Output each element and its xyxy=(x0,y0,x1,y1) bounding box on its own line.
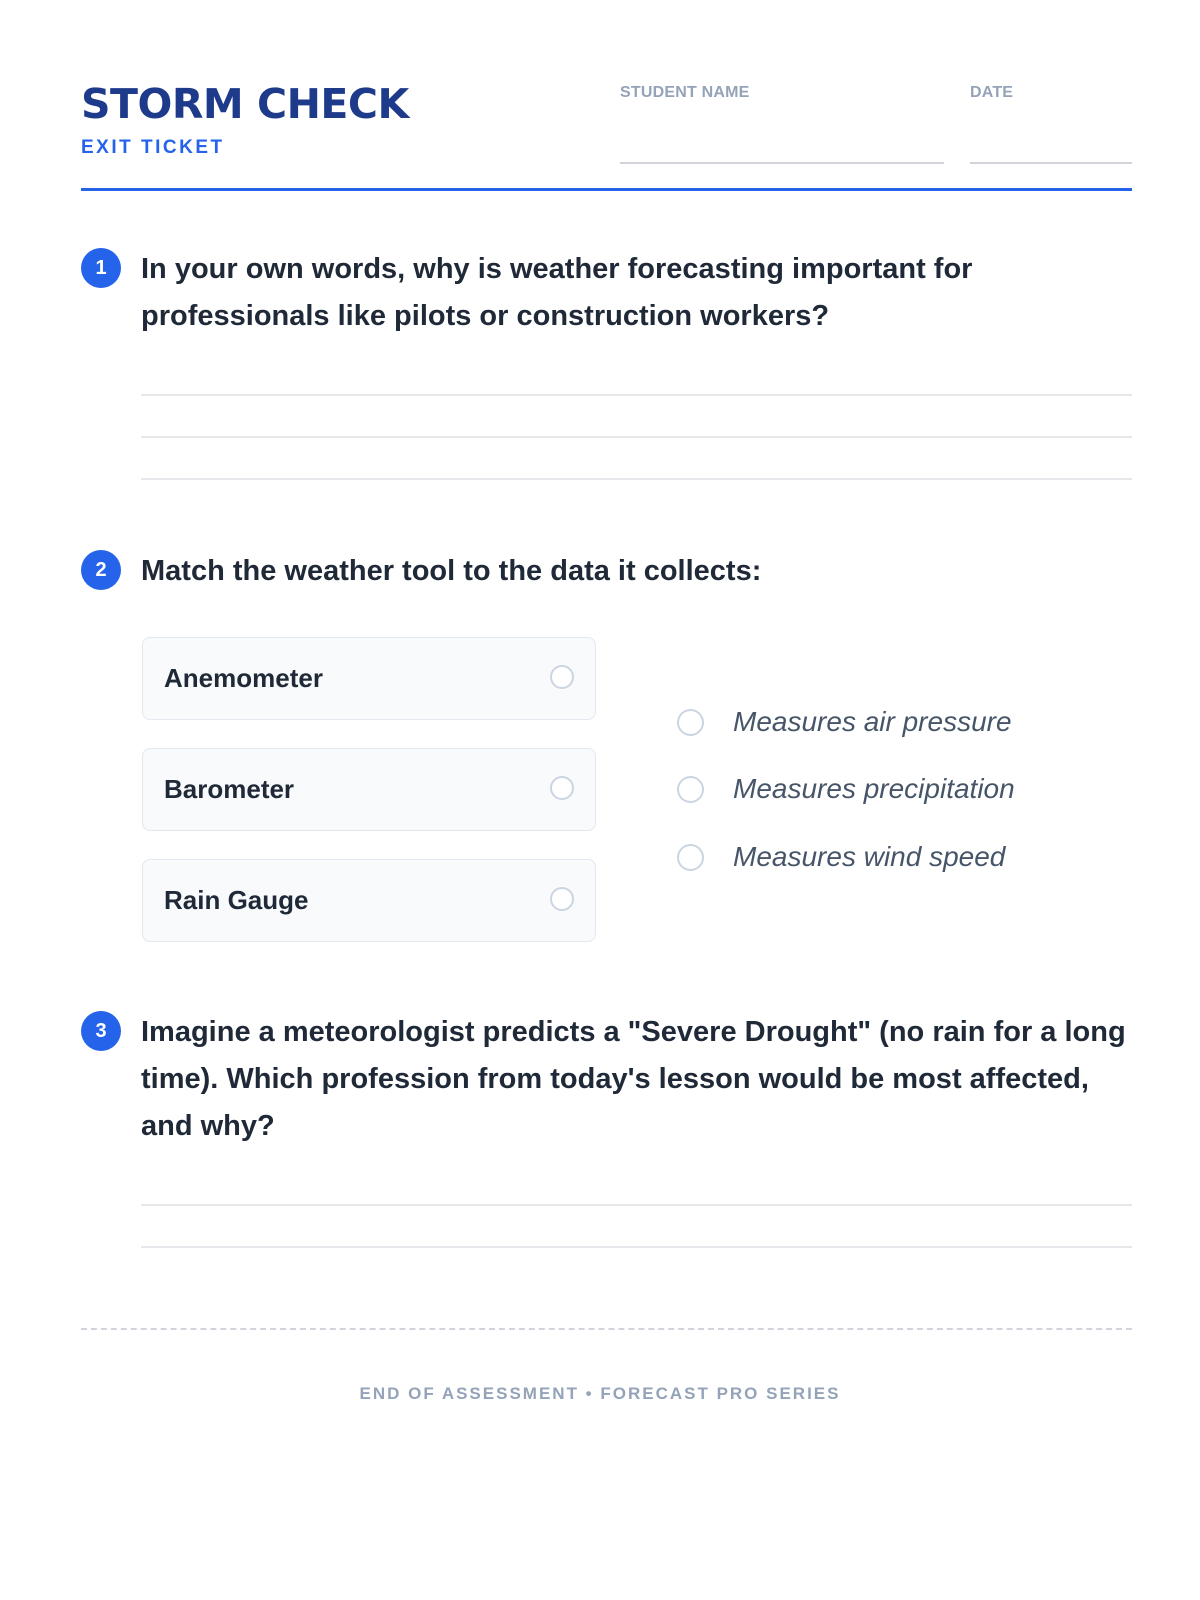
student-name-line[interactable] xyxy=(620,162,944,164)
question-1-text: In your own words, why is weather forecasting important for professionals like pilots or construction workers? xyxy=(141,253,973,332)
question-number-badge: 1 xyxy=(81,248,121,288)
page-title: STORM CHECK xyxy=(81,80,409,128)
radio-circle-icon[interactable] xyxy=(677,776,704,803)
radio-circle-icon[interactable] xyxy=(550,776,574,800)
page-subtitle: EXIT TICKET xyxy=(81,137,225,158)
radio-circle-icon[interactable] xyxy=(677,844,704,871)
question-2-text: Match the weather tool to the data it collects: xyxy=(141,555,762,587)
definition-label: Measures wind speed xyxy=(733,841,1006,872)
definition-label: Measures air pressure xyxy=(733,706,1012,737)
answer-line[interactable] xyxy=(141,436,1132,438)
match-tool-barometer[interactable] xyxy=(142,748,596,831)
divider xyxy=(81,1328,1132,1330)
question-number-badge: 3 xyxy=(81,1011,121,1051)
radio-circle-icon[interactable] xyxy=(677,709,704,736)
footer-text: END OF ASSESSMENT • FORECAST PRO SERIES xyxy=(359,1384,841,1403)
tool-label: Rain Gauge xyxy=(164,885,309,915)
date-field[interactable] xyxy=(970,84,1132,102)
match-tool-rain-gauge[interactable] xyxy=(142,859,596,942)
answer-line[interactable] xyxy=(141,1204,1132,1206)
student-name-label: STUDENT NAME xyxy=(620,84,750,101)
question-3-text: Imagine a meteorologist predicts a "Severe Drought" (no rain for a long time). Which profession from today's lesson would be most affected, and why? xyxy=(141,1016,1126,1142)
date-line[interactable] xyxy=(970,162,1132,164)
tool-label: Anemometer xyxy=(164,663,323,693)
question-number-badge: 2 xyxy=(81,550,121,590)
student-name-field[interactable] xyxy=(620,84,944,102)
match-tool-anemometer[interactable] xyxy=(142,637,596,720)
tool-label: Barometer xyxy=(164,774,295,804)
header xyxy=(81,70,1132,191)
answer-line[interactable] xyxy=(141,478,1132,480)
radio-circle-icon[interactable] xyxy=(550,665,574,689)
definition-label: Measures precipitation xyxy=(733,773,1015,804)
radio-circle-icon[interactable] xyxy=(550,887,574,911)
date-label: DATE xyxy=(970,84,1014,101)
answer-line[interactable] xyxy=(141,1246,1132,1248)
answer-line[interactable] xyxy=(141,394,1132,396)
